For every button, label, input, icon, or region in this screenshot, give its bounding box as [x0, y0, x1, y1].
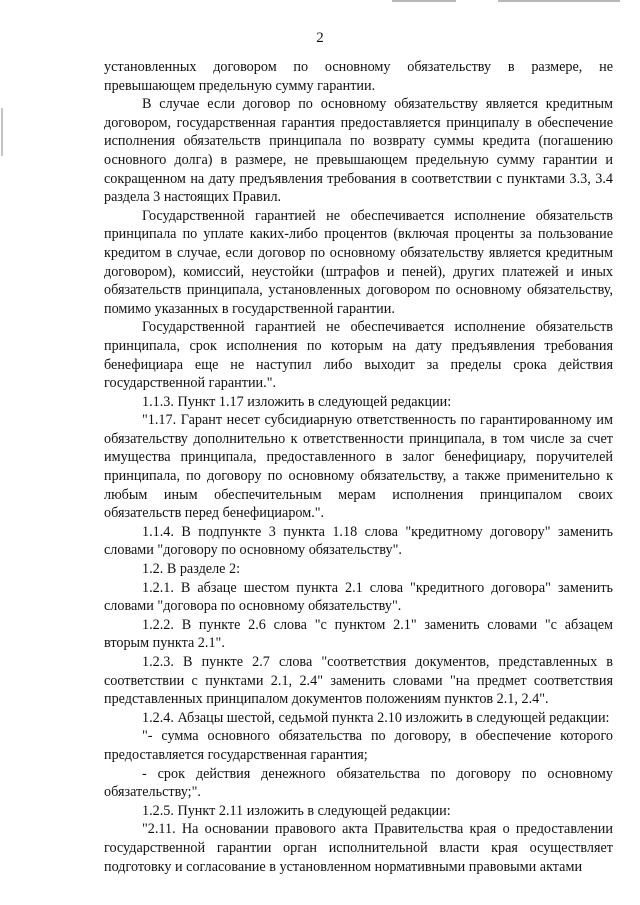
clause-1-2-2: 1.2.2. В пункте 2.6 слова "с пунктом 2.1" заменить словами "с абзацем вторым пункта 2.1". — [104, 616, 613, 652]
clause-2-11-text: "2.11. На основании правового акта Правительства края о предоставлении государственной гарантии орган исполнительной власти края осуществляет подготовку и согласование в установленном нормативными правовыми актами — [104, 821, 613, 875]
page-number: 2 — [316, 30, 324, 46]
clause-1-1-4: 1.1.4. В подпункте 3 пункта 1.18 слова "кредитному договору" заменить словами "договору по основному обязательству". — [104, 523, 613, 559]
document-body — [104, 58, 613, 876]
clause-1-1-3: 1.1.3. Пункт 1.17 изложить в следующей редакции: — [142, 393, 452, 410]
paragraph-credit-agreement: В случае если договор по основному обязательству является кредитным договором, государственная гарантия предоставляется принципалу в обеспечение исполнения обязательств принципала по возврату суммы кредита (погашению основного долга) в размере, не превышающем предельную сумму гарантии и сокращенном на дату предъявления требования в соответствии с пунктами 3.3, 3.4 раздела 3 настоящих Правил. — [104, 96, 613, 206]
scan-top-edge — [0, 0, 640, 3]
clause-1-2-4: 1.2.4. Абзацы шестой, седьмой пункта 2.10 изложить в следующей редакции: — [142, 709, 610, 726]
clause-1-2-1: 1.2.1. В абзаце шестом пункта 2.1 слова "кредитного договора" заменить словами "договора по основному обязательству". — [104, 579, 613, 615]
paragraph-interest-exclusion: Государственной гарантией не обеспечивается исполнение обязательств принципала по уплате каких-либо процентов (включая проценты за пользование кредитом в случае, если договор по основному обязательству является кредитным договором), комиссий, неустойки (штрафов и пеней), других платежей и иных обязательств принципала, установленных договором по основному обязательству, помимо указанных в государственной гарантии. — [104, 207, 613, 317]
clause-1-2: 1.2. В разделе 2: — [142, 561, 241, 578]
clause-1-2-4-item-1: "- сумма основного обязательства по договору, в обеспечение которого предоставляется государственная гарантия; — [104, 728, 613, 763]
scan-left-mark — [1, 108, 3, 156]
clause-1-2-3: 1.2.3. В пункте 2.7 слова "соответствия документов, представленных в соответствии с пунктами 2.1, 2.4" заменить словами "на предмет соответствия представленных принципалом документов положениям пунктов 2.1, 2.4". — [104, 654, 613, 708]
paragraph-term-exclusion: Государственной гарантией не обеспечивается исполнение обязательств принципала, срок исполнения по которым на дату предъявления требования бенефициара еще не наступил либо выходит за пределы срока действия государственной гарантии.". — [104, 319, 613, 392]
paragraph-continuation: установленных договором по основному обязательству в размере, не превышающем предельную сумму гарантии. — [104, 59, 613, 94]
clause-1-2-5: 1.2.5. Пункт 2.11 изложить в следующей редакции: — [142, 802, 451, 819]
clause-1-17-text: "1.17. Гарант несет субсидиарную ответственность по гарантированному им обязательству дополнительно к ответственности принципала, в том числе за счет имущества принципала, предоставленного в залог бенефициару, поручителей принципала, по договору по основному обязательству, а также применительно к любым иным обеспечительным мерам исполнения принципалом своих обязательств перед бенефициаром.". — [104, 412, 613, 522]
clause-1-2-4-item-2: - срок действия денежного обязательства по договору по основному обязательству;". — [104, 765, 613, 801]
